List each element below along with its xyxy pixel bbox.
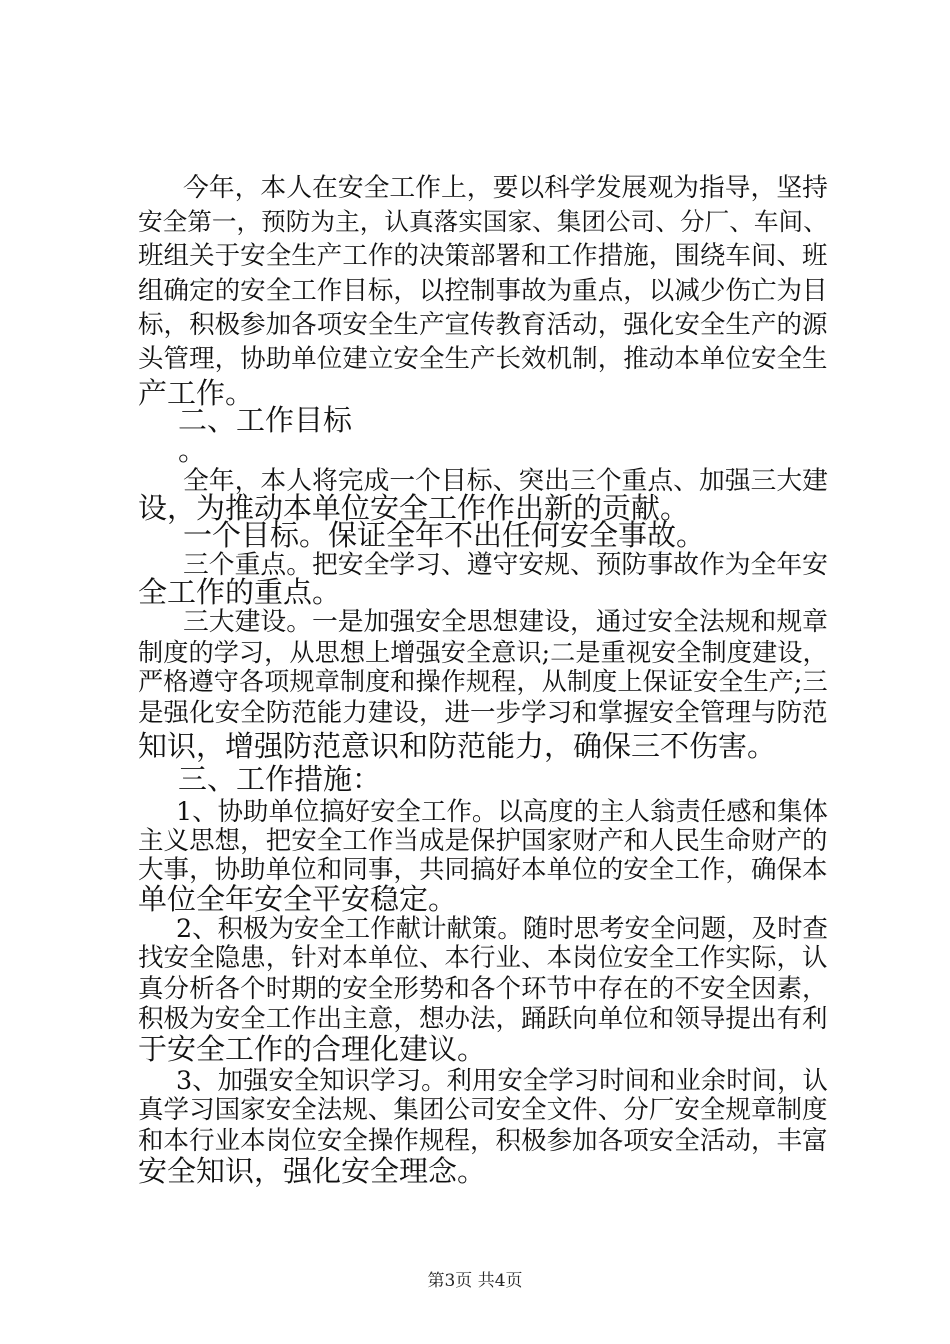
text-line: 真学习国家安全法规、集团公司安全文件、分厂安全规章制度 <box>138 1095 828 1125</box>
text-line: 组确定的安全工作目标，以控制事故为重点，以减少伤亡为目 <box>138 276 828 306</box>
text-line: 主义思想，把安全工作当成是保护国家财产和人民生命财产的 <box>138 826 828 856</box>
text-line: 标，积极参加各项安全生产宣传教育活动，强化安全生产的源 <box>138 310 828 340</box>
text-line: 单位全年安全平安稳定。 <box>138 882 458 916</box>
text-line: 积极为安全工作出主意，想办法，踊跃向单位和领导提出有利 <box>138 1004 828 1034</box>
text-line: 3、加强安全知识学习。利用安全学习时间和业余时间，认 <box>176 1065 828 1095</box>
text-line: 今年，本人在安全工作上，要以科学发展观为指导，坚持 <box>183 173 828 203</box>
text-line: 安全知识，强化安全理念。 <box>138 1154 487 1188</box>
text-line: 严格遵守各项规章制度和操作规程，从制度上保证安全生产;三 <box>138 667 828 696</box>
text-line: 全年，本人将完成一个目标、突出三个重点、加强三大建 <box>183 466 828 496</box>
text-line: 安全第一，预防为主，认真落实国家、集团公司、分厂、车间、 <box>138 207 828 236</box>
text-line: 班组关于安全生产工作的决策部署和工作措施，围绕车间、班 <box>138 241 828 271</box>
text-line: 1、协助单位搞好安全工作。以高度的主人翁责任感和集体 <box>176 796 828 826</box>
text-line: 产工作。 <box>138 376 255 410</box>
text-line: 一个目标。保证全年不出任何安全事故。 <box>183 518 706 552</box>
text-line: 全工作的重点。 <box>138 575 342 609</box>
text-line: 是强化安全防范能力建设，进一步学习和掌握安全管理与防范 <box>138 698 828 728</box>
text-line: 三、工作措施： <box>178 762 382 796</box>
text-line: 大事，协助单位和同事，共同搞好本单位的安全工作，确保本 <box>138 855 828 885</box>
text-line: 真分析各个时期的安全形势和各个环节中存在的不安全因素， <box>138 974 828 1004</box>
page-footer: 第3页 共4页 <box>427 1271 523 1291</box>
text-line: 找安全隐患，针对本单位、本行业、本岗位安全工作实际，认 <box>138 943 828 973</box>
text-line: 2、积极为安全工作献计献策。随时思考安全问题，及时查 <box>176 913 828 943</box>
text-line: 二、工作目标 <box>178 403 353 437</box>
text-line: 设，为推动本单位安全工作作出新的贡献。 <box>138 491 690 525</box>
text-line: 。 <box>178 433 208 467</box>
text-line: 于安全工作的合理化建议。 <box>138 1032 487 1066</box>
text-line: 三大建设。一是加强安全思想建设，通过安全法规和规章 <box>183 607 828 637</box>
text-line: 和本行业本岗位安全操作规程，积极参加各项安全活动，丰富 <box>138 1126 828 1156</box>
text-line: 制度的学习，从思想上增强安全意识;二是重视安全制度建设， <box>138 638 828 667</box>
text-line: 头管理，协助单位建立安全生产长效机制，推动本单位安全生 <box>138 344 828 374</box>
text-line: 知识，增强防范意识和防范能力，确保三不伤害。 <box>138 729 777 763</box>
text-line: 三个重点。把安全学习、遵守安规、预防事故作为全年安 <box>183 550 828 580</box>
